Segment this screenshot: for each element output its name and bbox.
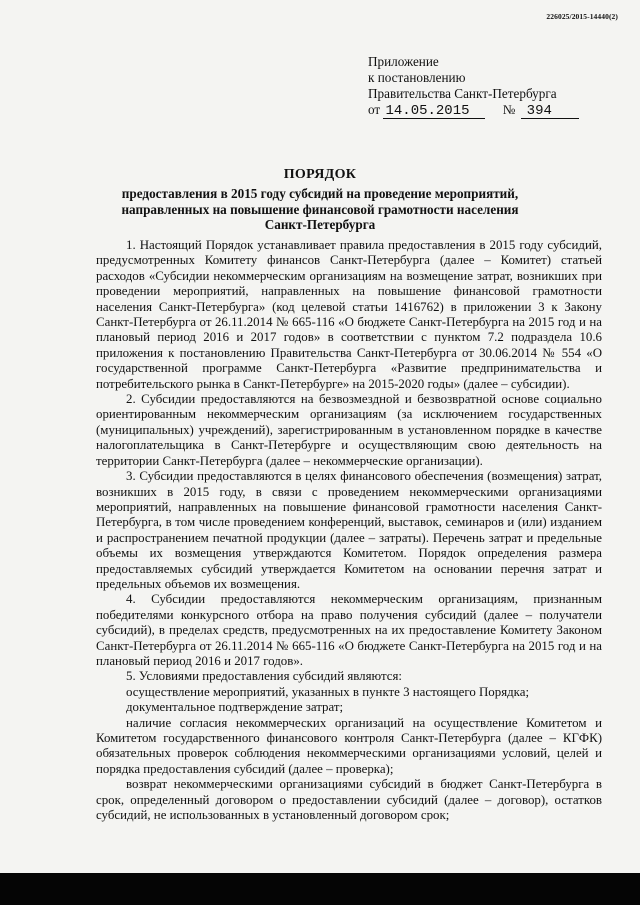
document-registration-code: 226025/2015-14440(2): [546, 12, 618, 21]
condition-item: осуществление мероприятий, указанных в пункте 3 настоящего Порядка;: [126, 684, 530, 699]
title-heading: ПОРЯДОК: [283, 167, 357, 182]
condition-item: возврат некоммерческими организациями субсидий в бюджет Санкт-Петербурга в срок, определенный договором о предоставлении субсидий (далее – договор), остатков субсидий, не использованных в установленный договором срок;: [96, 777, 602, 823]
document-title: [110, 167, 530, 233]
condition-item: наличие согласия некоммерческих организаций на осуществление Комитетом и Комитетом государственного финансового контроля Санкт-Петербурга (далее – КГФК) обязательных проверок соблюдения некоммерческими организациями условий, целей и порядка предоставления субсидий (далее – проверка);: [96, 715, 602, 776]
approval-date-row: [368, 102, 608, 119]
approval-line-resolution: к постановлению: [368, 70, 466, 85]
resolution-number: 394: [521, 104, 579, 119]
date-prefix: от: [368, 102, 381, 117]
approval-block: [368, 54, 608, 119]
approval-line-government: Правительства Санкт-Петербурга: [368, 86, 557, 101]
document-body: [96, 238, 602, 823]
paragraph-1: 1. Настоящий Порядок устанавливает правила предоставления в 2015 году субсидий, предусмотренных Комитету финансов Санкт-Петербурга (далее – Комитет) статьей расходов «Субсидии некоммерческим организациям на возмещение затрат, возникших при проведении мероприятий, направленных на повышение финансовой грамотности населения Санкт-Петербурга» (код целевой статьи 1416762) в приложении 3 к Закону Санкт-Петербурга от 26.11.2014 № 665-116 «О бюджете Санкт-Петербурга на 2015 год и на плановый период 2016 и 2017 годов» в соответствии с пунктом 7.2 подраздела 10.6 приложения к постановлению Правительства Санкт-Петербурга от 30.06.2014 № 554 «О государственной программе Санкт-Петербурга «Развитие предпринимательства и потребительского рынка в Санкт-Петербурге» на 2015-2020 годы» (далее – субсидии).: [96, 238, 602, 391]
approval-line-appendix: Приложение: [368, 54, 439, 69]
paragraph-5: 5. Условиями предоставления субсидий являются:: [126, 669, 403, 684]
resolution-date: 14.05.2015: [383, 104, 485, 119]
condition-item: документальное подтверждение затрат;: [126, 700, 344, 715]
paragraph-4: 4. Субсидии предоставляются некоммерческим организациям, признанным победителями конкурсного отбора на право получения субсидий (далее – получатели субсидий), в пределах средств, предусмотренных на их предоставление Комитету Законом Санкт-Петербурга от 26.11.2014 № 665-116 «О бюджете Санкт-Петербурга на 2015 год и на плановый период 2016 и 2017 годов».: [96, 592, 602, 668]
number-sign: №: [502, 102, 516, 117]
title-subtitle: предоставления в 2015 году субсидий на проведение мероприятий, направленных на повышение финансовой грамотности населения Санкт-Петербурга: [121, 186, 519, 232]
scan-bottom-edge: [0, 873, 640, 905]
paragraph-3: 3. Субсидии предоставляются в целях финансового обеспечения (возмещения) затрат, возникших в 2015 году, в связи с проведением некоммерческими организациями мероприятий, направленных на повышение финансовой грамотности населения Санкт-Петербурга, в том числе проведением конференций, выставок, семинаров и (или) изданием и распространением печатной продукции (далее – затраты). Перечень затрат и предельные объемы их возмещения утверждаются Комитетом. Порядок определения размера предоставляемых субсидий утверждается Комитетом на основании перечня затрат и предельных объемов их возмещения.: [96, 469, 602, 591]
paragraph-2: 2. Субсидии предоставляются на безвозмездной и безвозвратной основе социально ориентированным некоммерческим организациям (за исключением государственных (муниципальных) учреждений), зарегистрированным в установленном порядке в качестве налогоплательщика в Санкт-Петербурге и осуществляющим свою деятельность на территории Санкт-Петербурга (далее – некоммерческие организации).: [96, 392, 602, 468]
